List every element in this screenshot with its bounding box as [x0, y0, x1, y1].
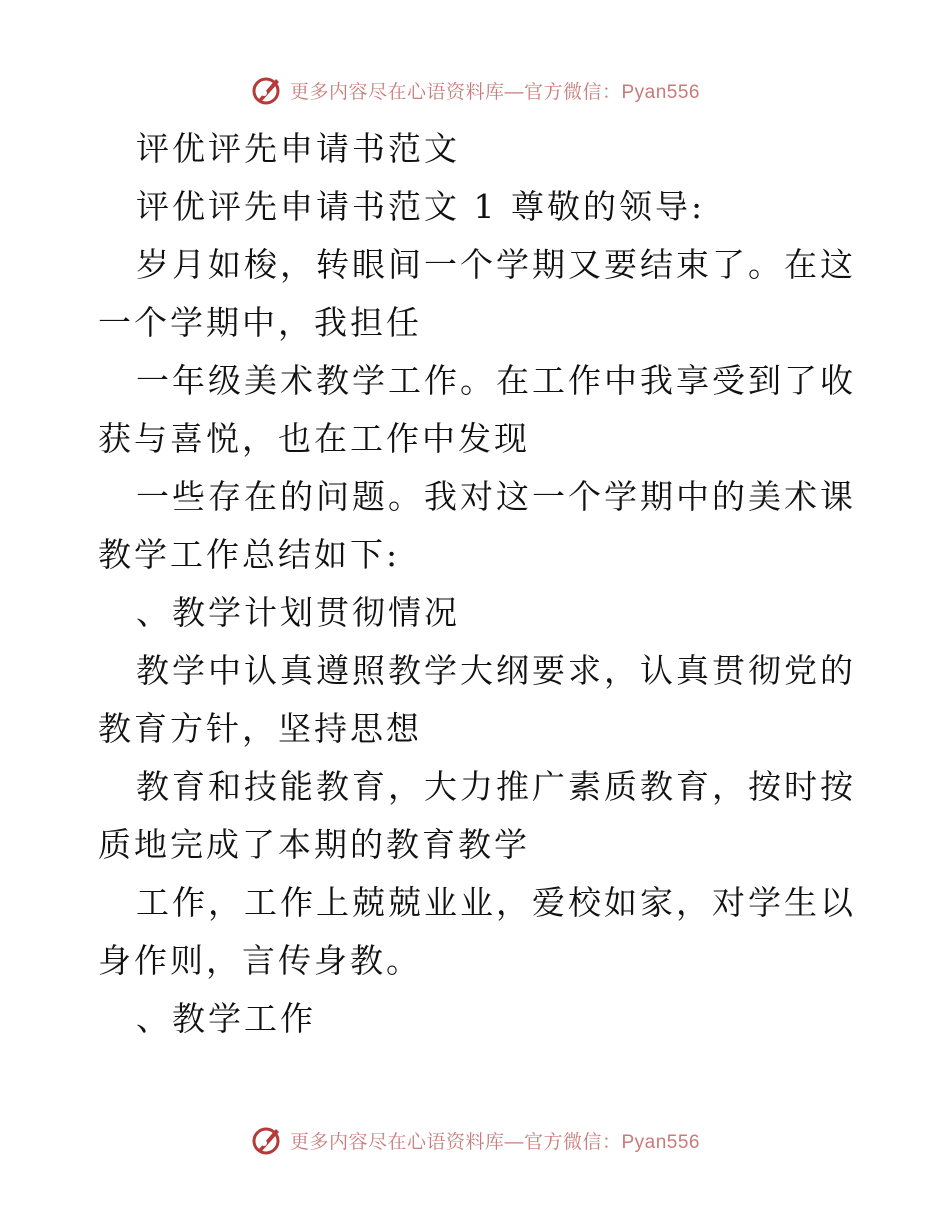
paragraph: 评优评先申请书范文 1 尊敬的领导:: [136, 187, 706, 226]
paragraph: 一年级美术教学工作。在工作中我享受到了收获与喜悦，也在工作中发现: [98, 361, 856, 458]
footer-banner: [0, 1120, 950, 1160]
quill-logo-icon: [250, 1123, 284, 1157]
banner-text: 更多内容尽在心语资料库—官方微信：Pyan556: [289, 1131, 700, 1153]
paragraph: 岁月如梭，转眼间一个学期又要结束了。在这一个学期中，我担任: [98, 245, 856, 342]
section-heading: 、教学工作: [136, 999, 316, 1038]
paragraph: 教育和技能教育，大力推广素质教育，按时按质地完成了本期的教育教学: [98, 767, 856, 864]
section-heading: 、教学计划贯彻情况: [136, 593, 460, 632]
paragraph: 一些存在的问题。我对这一个学期中的美术课教学工作总结如下:: [98, 477, 856, 574]
paragraph: 工作，工作上兢兢业业，爱校如家，对学生以身作则，言传身教。: [98, 883, 856, 980]
document-title: 评优评先申请书范文: [136, 129, 460, 168]
paragraph: 教学中认真遵照教学大纲要求，认真贯彻党的教育方针，坚持思想: [98, 651, 856, 748]
banner-text: 更多内容尽在心语资料库—官方微信：Pyan556: [289, 81, 700, 103]
quill-logo-icon: [250, 73, 284, 107]
header-banner: [0, 70, 950, 110]
document-body: [98, 120, 858, 1048]
